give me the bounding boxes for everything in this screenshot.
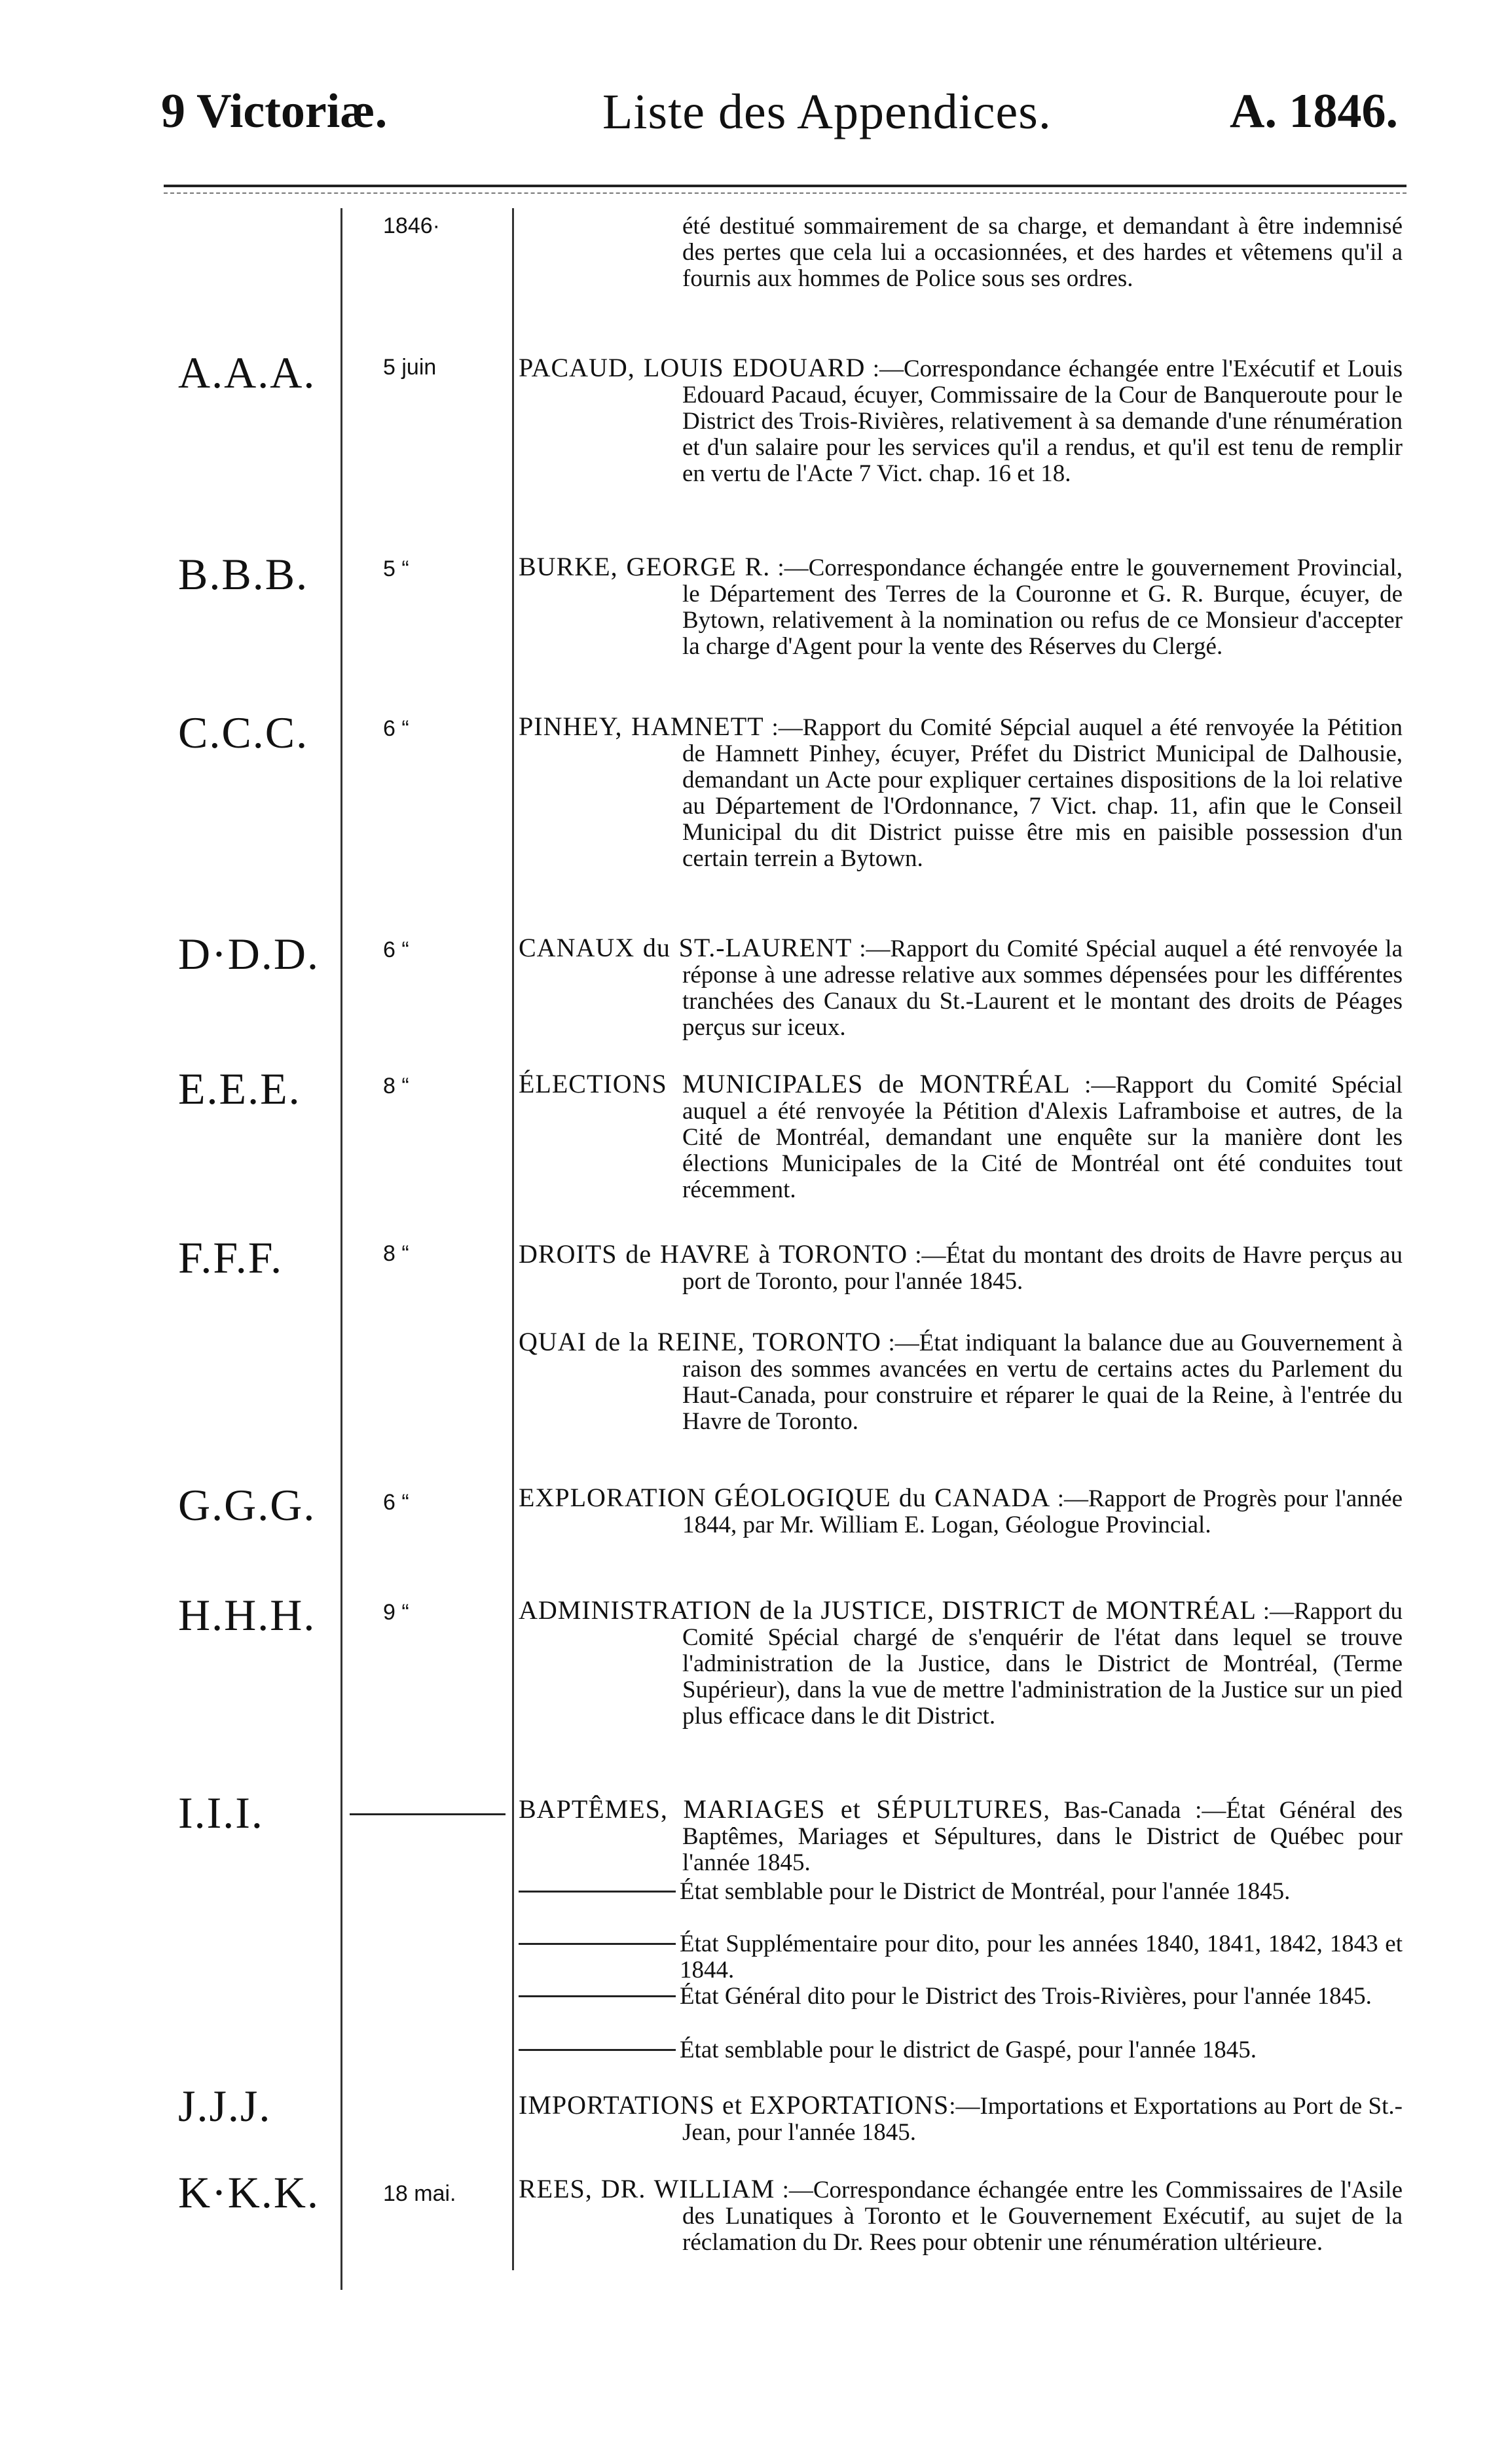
entry-text (519, 935, 1403, 1041)
page-header (0, 0, 1489, 196)
sub-entry-text: État semblable pour le District de Montréal, pour l'année 1845. (680, 1878, 1291, 1905)
appendix-code: D·D.D. (178, 929, 320, 979)
header-title: Liste des Appendices. (602, 84, 1052, 139)
year-label: 1846· (383, 213, 440, 238)
header-year: A. 1846. (1230, 84, 1398, 138)
entry-text (519, 1071, 1403, 1203)
appendix-code: C.C.C. (178, 708, 309, 757)
entry-text (519, 1241, 1403, 1295)
entry-body: :—Correspondance échangée entre l'Exécutif et Louis Edouard Pacaud, écuyer, Commissaire de la Cour de Banqueroute pour le District des Trois-Rivières, relativement à sa demande d'une rénumération et d'un salaire pour les services qu'il a rendus, et qu'il est tenu de remplir en vertu de l'Acte 7 Vict. chap. 16 et 18. (682, 355, 1403, 487)
entry-head: PINHEY, HAMNETT (519, 712, 764, 741)
entry-body: , Bas-Canada :—État Général des Baptêmes, Mariages et Sépultures, dans le District de Québec pour l'année 1845. (682, 1797, 1403, 1876)
appendix-code: E.E.E. (178, 1064, 301, 1114)
entry-head: ADMINISTRATION de la JUSTICE, DISTRICT de MONTRÉAL (519, 1595, 1257, 1625)
entry-head: ÉLECTIONS MUNICIPALES de MONTRÉAL (519, 1069, 1071, 1098)
entry-body: :—Rapport du Comité Spécial chargé de s'enquérir de l'état dans lequel se trouve l'administration de la Justice, dans le District de Montréal, (Terme Supérieur), dans la vue de mettre l'administration de la Justice sur un pied plus efficace dans le dit District. (682, 1598, 1403, 1730)
entry-text (519, 1329, 1403, 1435)
header-rule (164, 185, 1406, 187)
sub-entry (519, 1931, 1403, 1984)
entry-body: :—Rapport du Comité Spécial auquel a été renvoyée la réponse à une adresse relative aux sommes dépensées pour les différentes tranchées des Canaux du St.-Laurent et le montant des droits de Péages perçus sur iceux. (682, 935, 1403, 1041)
ditto-dash (519, 1995, 676, 2010)
sub-entry-text: État Général dito pour le District des Trois-Rivières, pour l'année 1845. (680, 1983, 1372, 2010)
entry-body: :—Rapport de Progrès pour l'année 1844, par Mr. William E. Logan, Géologue Provincial. (682, 1485, 1403, 1538)
entry-text (519, 1485, 1403, 1538)
appendix-code: I.I.I. (178, 1788, 264, 1838)
entry-date: 8 “ (383, 1241, 409, 1266)
entry-head: BURKE, GEORGE R. (519, 552, 771, 581)
appendix-code: B.B.B. (178, 549, 309, 599)
entry-date: 9 “ (383, 1600, 409, 1625)
appendix-code: F.F.F. (178, 1233, 284, 1282)
appendix-code: K·K.K. (178, 2167, 320, 2217)
entry-text (519, 714, 1403, 872)
sub-entry-text: État Supplémentaire pour dito, pour les années 1840, 1841, 1842, 1843 et 1844. (680, 1930, 1403, 1984)
entry-body: :—État du montant des droits de Havre perçus au port de Toronto, pour l'année 1845. (682, 1242, 1403, 1295)
entry-date: 18 mai. (383, 2181, 456, 2206)
entry-head: CANAUX du ST.-LAURENT (519, 933, 853, 962)
entry-text (519, 2176, 1403, 2256)
entry-text (519, 355, 1403, 487)
entry-date: 5 “ (383, 556, 409, 581)
appendix-code: G.G.G. (178, 1480, 316, 1530)
date-dash (350, 1813, 506, 1815)
entry-body: :—Rapport du Comité Sépcial auquel a été renvoyée la Pétition de Hamnett Pinhey, écuyer, Préfet du District Municipal de Dalhousie, demandant un Acte pour expliquer certaines dispositions de la loi relative au Département de l'Ordonnance, 7 Vict. chap. 11, afin que le Conseil Municipal du dit District puisse être mis en paisible possession d'un certain terrein a Bytown. (682, 714, 1403, 872)
entry-body: :—État indiquant la balance due au Gouvernement à raison des sommes avancées en vertu de certains actes du Parlement du Haut-Canada, pour construire et réparer le quai de la Reine, à l'entrée du Havre de Toronto. (682, 1330, 1403, 1435)
entry-date: 5 juin (383, 355, 437, 380)
sub-entry (519, 1984, 1403, 2010)
appendix-code: H.H.H. (178, 1590, 316, 1640)
sub-entry (519, 2037, 1403, 2063)
entry-date: 8 “ (383, 1074, 409, 1098)
entry-text (519, 1597, 1403, 1730)
sub-entry (519, 1879, 1403, 1905)
entry-head: PACAUD, LOUIS EDOUARD (519, 353, 866, 382)
header-rule-dashed (164, 192, 1406, 194)
ditto-dash (519, 2049, 676, 2063)
entry-body: :—Importations et Exportations au Port de St.-Jean, pour l'année 1845. (682, 2093, 1403, 2146)
column-divider-left (340, 208, 342, 2290)
entry-head: BAPTÊMES, MARIAGES et SÉPULTURES (519, 1794, 1044, 1824)
ditto-dash (519, 1891, 676, 1905)
appendix-code: J.J.J. (178, 2081, 272, 2131)
entry-head: DROITS de HAVRE à TORONTO (519, 1239, 908, 1269)
ditto-dash (519, 1943, 676, 1984)
column-divider-right (512, 208, 514, 2270)
continuation-text: été destitué sommairement de sa charge, et demandant à être indemnisé des pertes que cela lui a occasionnées, et des hardes et vêtemens qu'il a fournis aux hommes de Police sous ses ordres. (682, 213, 1403, 292)
entry-head: EXPLORATION GÉOLOGIQUE du CANADA (519, 1483, 1051, 1512)
entry-body: :—Correspondance échangée entre le gouvernement Provincial, le Département des Terres de la Couronne et G. R. Burque, écuyer, de Bytown, relativement à la nomination ou refus de ce Monsieur d'accepter la charge d'Agent pour la vente des Réserves du Clergé. (682, 554, 1403, 660)
entry-body: :—Correspondance échangée entre les Commissaires de l'Asile des Lunatiques à Toronto et le Gouvernement Exécutif, au sujet de la réclamation du Dr. Rees pour obtenir une rénumération ultérieure. (682, 2177, 1403, 2256)
entry-date: 6 “ (383, 937, 409, 962)
entry-text (519, 554, 1403, 660)
sub-entry-text: État semblable pour le district de Gaspé, pour l'année 1845. (680, 2037, 1257, 2063)
entry-head: IMPORTATIONS et EXPORTATIONS (519, 2090, 949, 2120)
header-session: 9 Victoriæ. (161, 84, 388, 138)
entry-text (519, 1796, 1403, 1876)
entry-head: QUAI de la REINE, TORONTO (519, 1327, 881, 1356)
appendix-code: A.A.A. (178, 348, 316, 397)
entry-date: 6 “ (383, 716, 409, 741)
entry-body: :—Rapport du Comité Spécial auquel a été renvoyée la Pétition d'Alexis Laframboise et autres, de la Cité de Montréal, demandant une enquête sur la manière dont les élections Municipales de la Cité de Montréal ont été conduites tout récemment. (682, 1072, 1403, 1203)
entry-head: REES, DR. WILLIAM (519, 2174, 775, 2203)
entry-date: 6 “ (383, 1490, 409, 1515)
entry-text (519, 2092, 1403, 2146)
